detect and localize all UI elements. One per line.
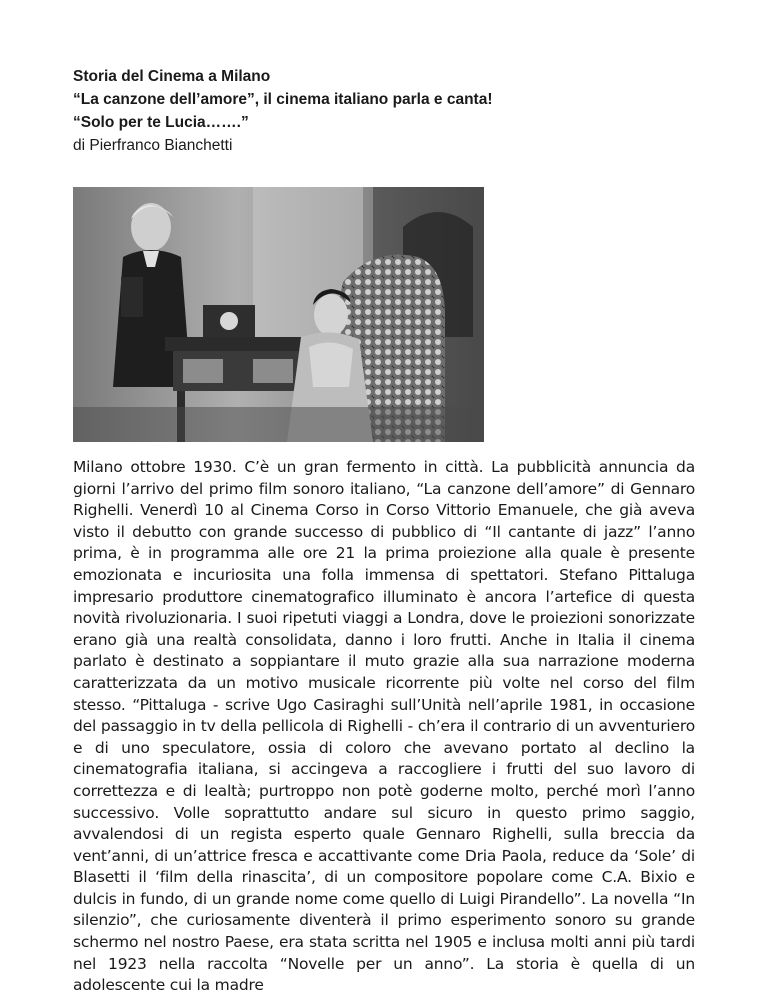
- film-still-image: [73, 187, 484, 442]
- film-still-photo: [73, 187, 484, 442]
- series-title: Storia del Cinema a Milano: [73, 68, 271, 85]
- article-subtitle: “Solo per te Lucia…….”: [73, 114, 249, 131]
- author-byline: di Pierfranco Bianchetti: [73, 137, 233, 154]
- article-body-paragraph: Milano ottobre 1930. C’è un gran fermento in città. La pubblicità annuncia da giorni l’arrivo del primo film sonoro italiano, “La canzone dell’amore” di Gennaro Righelli. Venerdì 10 al Cinema Corso in Corso Vittorio Emanuele, che già aveva visto il debutto con grande successo di pubblico di “Il cantante di jazz” l’anno prima, è in programma alle ore 21 la prima proiezione alla quale è presente emozionata e incuriosita una folla immensa di spettatori. Stefano Pittaluga impresario produttore cinematografico illuminato è ancora l’artefice di questa novità rivoluzionaria. I suoi ripetuti viaggi a Londra, dove le proiezioni sonorizzate erano già una realtà consolidata, danno i loro frutti. Anche in Italia il cinema parlato è destinato a soppiantare il muto grazie alla sua narrazione moderna caratterizzata da un motivo musicale ricorrente più volte nel corso del film stesso. “Pittaluga - scrive Ugo Casiraghi sull’Unità nell’aprile 1981, in occasione del passaggio in tv della pellicola di Righelli - ch’era il contrario di un avventuriero e di uno speculatore, ossia di coloro che avevano portato al declino la cinematografia italiana, si accingeva a raccogliere i frutti del suo lavoro di correttezza e di lealtà; purtroppo non potè goderne molto, perché morì l’anno successivo. Volle soprattutto andare sul sicuro in questo primo saggio, avvalendosi di un regista esperto quale Gennaro Righelli, sulla breccia da vent’anni, di un’attrice fresca e accattivante come Dria Paola, reduce da ‘Sole’ di Blasetti il ‘film della rinascita’, di un compositore popolare come C.A. Bixio e dulcis in fundo, di un grande nome come quello di Luigi Pirandello”. La novella “In silenzio”, che curiosamente diventerà il primo esperimento sonoro su grande schermo nel nostro Paese, era stata scritta nel 1905 e inclusa molti anni più tardi nel 1923 nella raccolta “Novelle per un anno”. La storia è quella di un adolescente cui la madre: [73, 458, 695, 995]
- article-header: [73, 65, 713, 157]
- article-title: “La canzone dell’amore”, il cinema italiano parla e canta!: [73, 91, 493, 108]
